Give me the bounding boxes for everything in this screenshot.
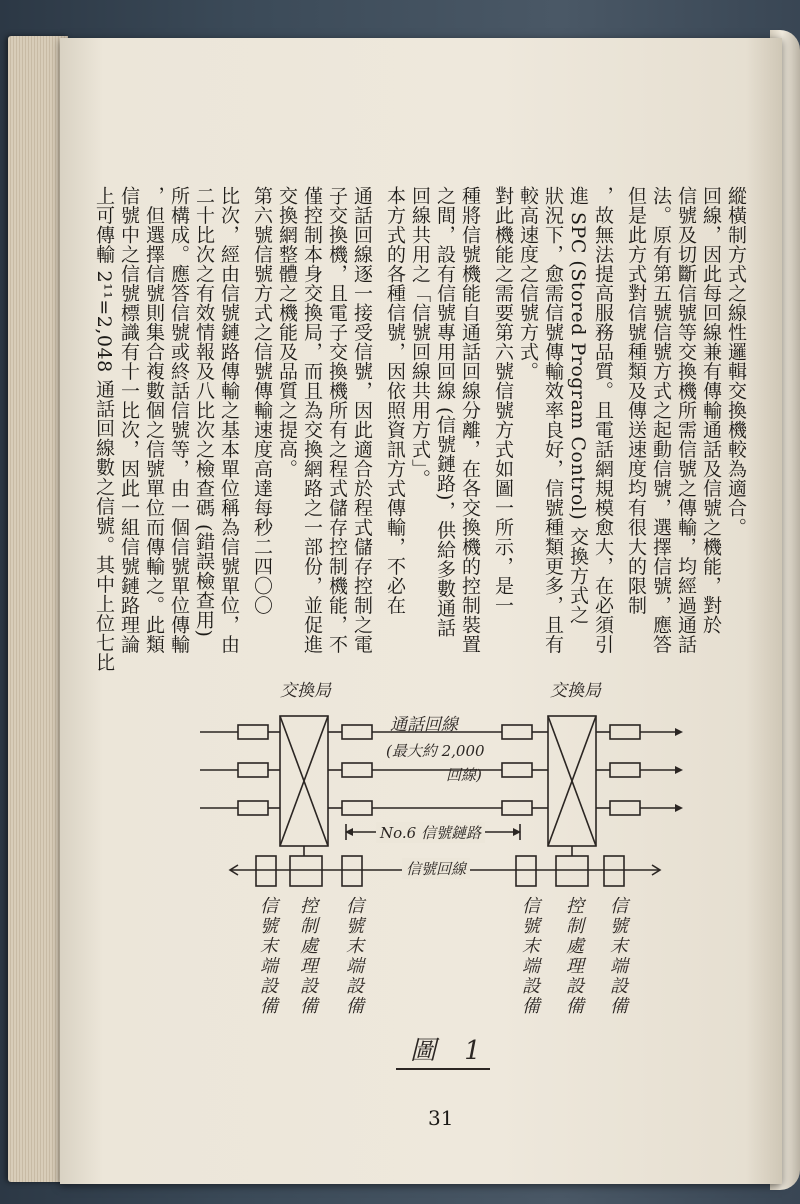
text-column: 本方式的各種信號，因依照資訊方式傳輸，不必在 [384, 186, 406, 615]
vertical-text-block [93, 186, 748, 672]
max-note-label: (最大約 2,000 [386, 742, 485, 760]
caption-underline [396, 1068, 490, 1070]
text-column: 通話回線逐一接受信號，因此適合於程式儲存控制之電 [351, 186, 373, 654]
figure-caption: 圖 1 [410, 1036, 491, 1066]
text-column: 較高速度之信號方式。 [517, 186, 539, 381]
page-edges [8, 36, 68, 1182]
text-column: 信號中之信號標識有十一比次，因此一組信號鏈路理論 [118, 186, 140, 654]
text-column: ，故無法提高服務品質。且電話網規模愈大，在必須引 [592, 186, 614, 654]
voice-line-label: 通話回線 [390, 715, 458, 735]
text-column: 狀況下，愈需信號傳輸效率良好，信號種類更多，且有 [542, 186, 564, 654]
text-column: ，但選擇信號則集合複數個之信號單位而傳輸之。此類 [143, 186, 165, 654]
page-number: 31 [428, 1106, 454, 1130]
left-signal-terminal-label-2: 信號末端設備 [343, 896, 364, 1016]
text-column: 回線共用之「信號回線共用方式」。 [409, 186, 431, 489]
text-column: 縱橫制方式之線性邏輯交換機較為適合。 [725, 186, 747, 537]
text-column: 法。原有第五號信號方式之起動信號，選擇信號，應答 [650, 186, 672, 654]
text-column: 比次，經由信號鏈路傳輸之基本單位稱為信號單位，由 [218, 186, 240, 654]
text-column: 交換網整體之機能及品質之提高。 [276, 186, 298, 479]
text-column: 種將信號機能自通話回線分離，在各交換機的控制裝置 [459, 186, 481, 654]
left-control-label: 控制處理設備 [297, 896, 318, 1016]
text-column: 第六號信號方式之信號傳輸速度高達每秒二四〇〇 [251, 186, 273, 615]
text-column: 上可傳輸 2¹¹=2,048 通話回線數之信號。其中上位七比 [93, 186, 115, 672]
text-column: 二十比次之有效情報及八比次之檢查碼 (錯誤檢查用) [193, 186, 215, 638]
text-column: 所構成。應答信號或終話信號等，由一個信號單位傳輸 [168, 186, 190, 654]
text-column: 之間，設有信號專用回線 (信號鏈路)，供給多數通話 [434, 186, 456, 638]
figure-1-diagram [190, 660, 750, 1060]
text-column: 信號及切斷信號等交換機所需信號之傳輸，均經過通話 [675, 186, 697, 654]
text-column: 回線，因此每回線兼有傳輸通話及信號之機能，對於 [700, 186, 722, 635]
no6-link-label: No.6 信號鏈路 [376, 822, 485, 843]
right-office-label: 交換局 [550, 681, 601, 701]
left-signal-terminal-label: 信號末端設備 [257, 896, 278, 1016]
right-signal-terminal-label-2: 信號末端設備 [607, 896, 628, 1016]
text-column: 對此機能之需要第六號信號方式如圖一所示，是一 [492, 186, 514, 615]
text-column: 但是此方式對信號種類及傳送速度均有很大的限制 [625, 186, 647, 615]
right-control-label: 控制處理設備 [563, 896, 584, 1016]
text-column: 進 SPC (Stored Program Control) 交換方式之 [567, 186, 589, 625]
right-signal-terminal-label: 信號末端設備 [519, 896, 540, 1016]
text-column: 子交換機，且電子交換機所有之程式儲存控制機能，不 [326, 186, 348, 654]
left-office-label: 交換局 [280, 681, 331, 701]
text-column: 僅控制本身交換局，而且為交換網路之一部份，並促進 [301, 186, 323, 654]
max-note-label-2: 回線) [446, 766, 482, 784]
signal-line-label: 信號回線 [402, 858, 470, 879]
